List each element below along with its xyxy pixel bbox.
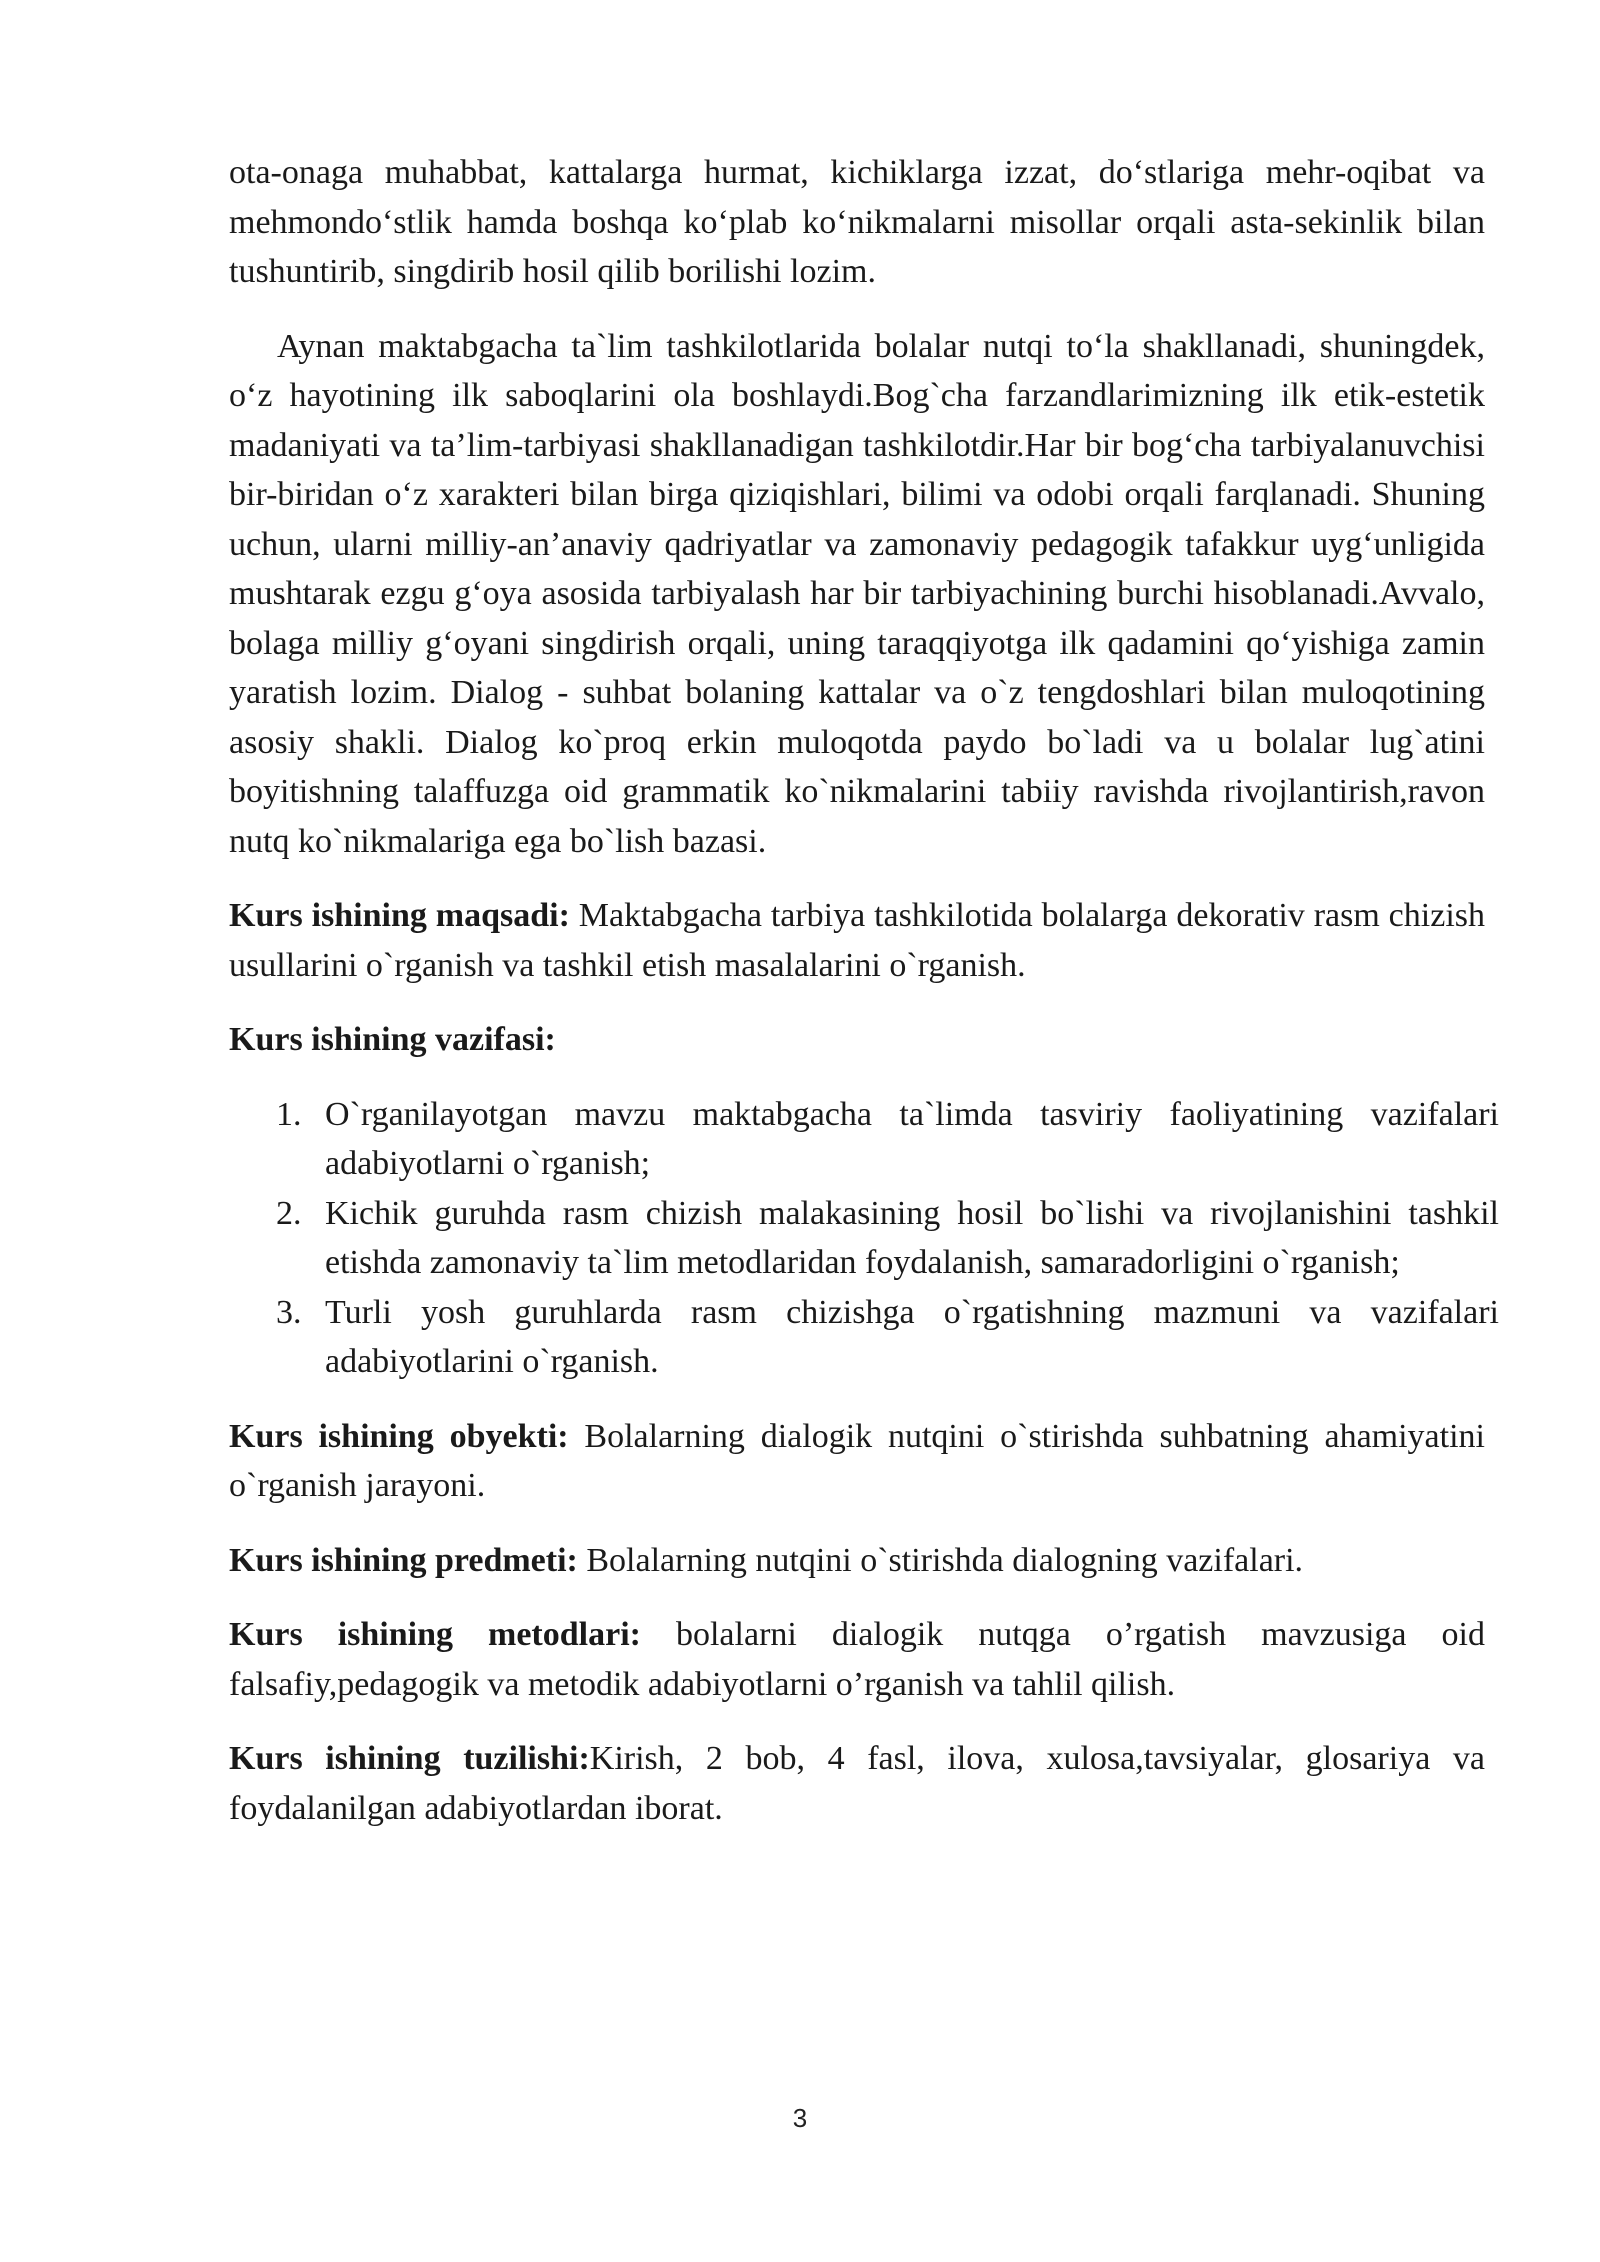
- section-tuzilish: [229, 1734, 1485, 1833]
- list-item-number: 1.: [276, 1095, 302, 1133]
- section-metod-text: bolalarni dialogik nutqga o’rgatish mavzusiga oid falsafiy,pedagogik va metodik adabiyotlarni o’rganish va tahlil qilish.: [229, 1616, 1485, 1703]
- section-maqsad-text: Maktabgacha tarbiya tashkilotida bolalarga dekorativ rasm chizish usullarini o`rganish va tashkil etish masalalarini o`rganish.: [229, 897, 1485, 984]
- section-predmet-text: Bolalarning nutqini o`stirishda dialogning vazifalari.: [577, 1541, 1304, 1579]
- section-metod: [229, 1610, 1485, 1709]
- list-item: [229, 1090, 1499, 1189]
- list-item-number: 3.: [276, 1293, 302, 1331]
- section-obyekt-text: Bolalarning dialogik nutqini o`stirishda suhbatning ahamiyatini o`rganish jarayoni.: [229, 1417, 1485, 1504]
- section-vazifa-label: Kurs ishining vazifasi:: [229, 1021, 556, 1058]
- page-number: 3: [792, 2103, 808, 2133]
- section-predmet: [229, 1536, 1485, 1586]
- section-obyekt-label: Kurs ishining obyekti:: [229, 1417, 569, 1455]
- paragraph-main: Aynan maktabgacha ta`lim tashkilotlarida bolalar nutqi to‘la shakllanadi, shuningdek, o‘z hayotining ilk saboqlarini ola boshlaydi.Bog`cha farzandlarimizning ilk etik-estetik madaniyati va ta’lim-tarbiyasi shakllanadigan tashkilotdir.Har bir bog‘cha tarbiyalanuvchisi bir-biridan o‘z xarakteri bilan birga qiziqishlari, bilimi va odobi orqali farqlanadi. Shuning uchun, ularni milliy-an’anaviy qadriyatlar va zamonaviy pedagogik tafakkur uyg‘unligida mushtarak ezgu g‘oya asosida tarbiyalash har bir tarbiyachining burchi hisoblanadi.Avvalo, bolaga milliy g‘oyani singdirish orqali, uning taraqqiyotga ilk qadamini qo‘yishiga zamin yaratish lozim. Dialog - suhbat bolaning kattalar va o`z tengdoshlari bilan muloqotining asosiy shakli. Dialog ko`proq erkin muloqotda paydo bo`ladi va u bolalar lug`atini boyitishning talaffuzga oid grammatik ko`nikmalarini tabiiy ravishda rivojlantirish,ravon nutq ko`nikmalariga ega bo`lish bazasi.: [229, 327, 1485, 860]
- list-item: [229, 1288, 1499, 1387]
- list-item-number: 2.: [276, 1194, 302, 1232]
- section-metod-label: Kurs ishining metodlari:: [229, 1616, 641, 1653]
- section-predmet-label: Kurs ishining predmeti:: [229, 1541, 578, 1579]
- section-tuzilish-label: Kurs ishining tuzilishi:: [229, 1740, 590, 1777]
- section-maqsad: [229, 891, 1485, 990]
- section-vazifa: [229, 1015, 1485, 1065]
- list-item-text: Turli yosh guruhlarda rasm chizishga o`rgatishning mazmuni va vazifalari adabiyotlarini o`rganish.: [325, 1293, 1499, 1380]
- task-list: [229, 1090, 1499, 1387]
- list-item-text: Kichik guruhda rasm chizish malakasining hosil bo`lishi va rivojlanishini tashkil etishda zamonaviy ta`lim metodlaridan foydalanish, samaradorligini o`rganish;: [325, 1194, 1499, 1281]
- section-maqsad-label: Kurs ishining maqsadi:: [229, 897, 570, 934]
- list-item-text: O`rganilayotgan mavzu maktabgacha ta`limda tasviriy faoliyatining vazifalari adabiyotlarni o`rganish;: [325, 1095, 1499, 1182]
- section-obyekt: [229, 1412, 1485, 1511]
- list-item: [229, 1189, 1499, 1288]
- paragraph-intro-continuation: ota-onaga muhabbat, kattalarga hurmat, kichiklarga izzat, do‘stlariga mehr-oqibat va mehmondo‘stlik hamda boshqa ko‘plab ko‘nikmalarni misollar orqali asta-sekinlik bilan tushuntirib, singdirib hosil qilib borilishi lozim.: [229, 154, 1485, 290]
- section-tuzilish-text: Kirish, 2 bob, 4 fasl, ilova, xulosa,tavsiyalar, glosariya va foydalanilgan adabiyotlardan iborat.: [229, 1740, 1485, 1827]
- document-page: [229, 148, 1499, 1858]
